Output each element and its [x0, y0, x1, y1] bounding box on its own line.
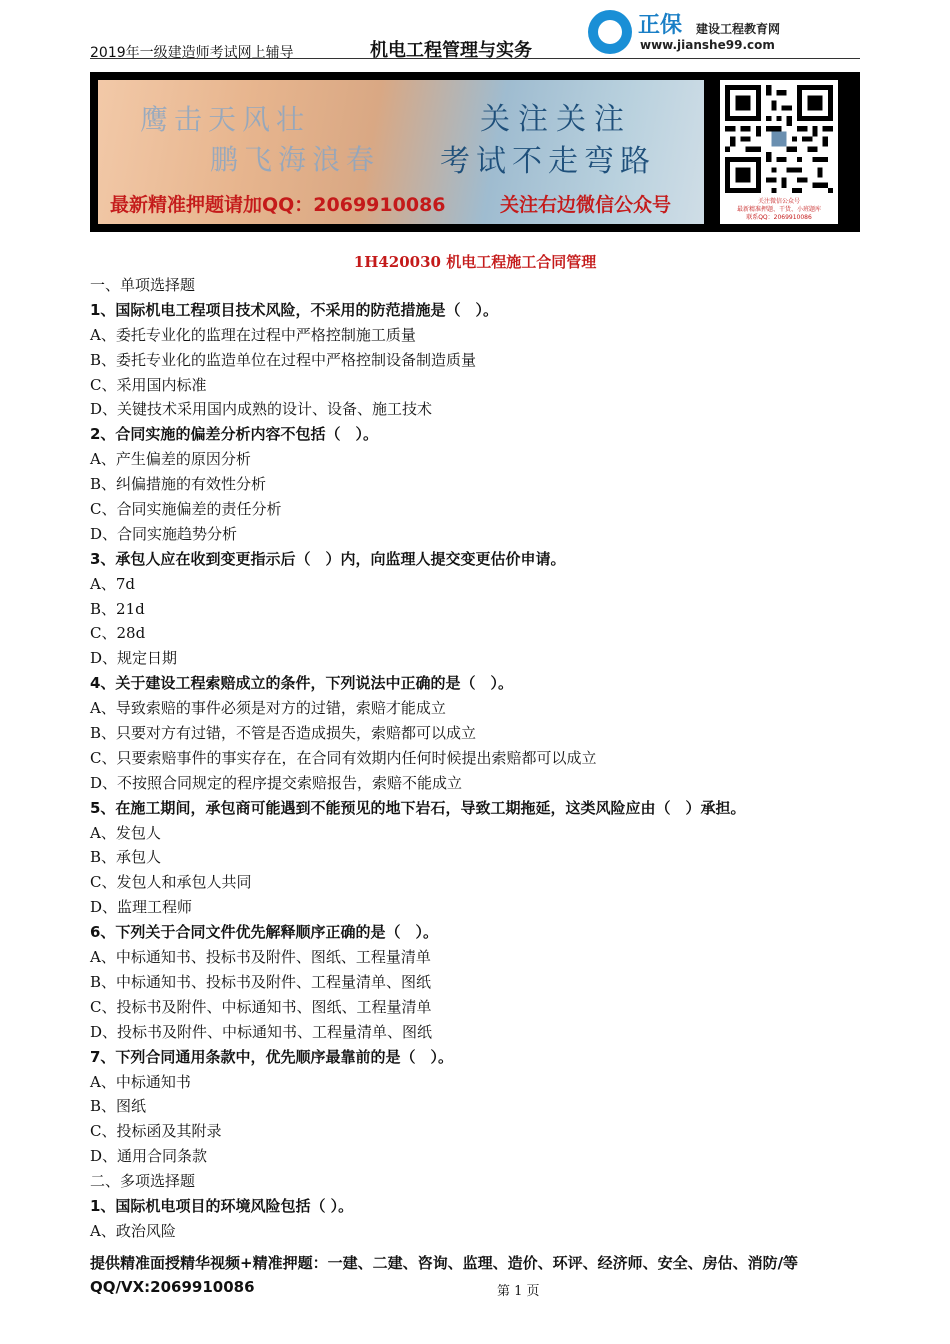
question-text: 1、国际机电项目的环境风险包括（ ）。	[90, 1196, 354, 1215]
answer-option: A、委托专业化的监理在过程中严格控制施工质量	[90, 325, 416, 344]
logo-url: www.jianshe99.com	[640, 38, 775, 52]
section-heading: 二、多项选择题	[90, 1172, 196, 1191]
footer-ad: 提供精准面授精华视频+精准押题：一建、二建、咨询、监理、造价、环评、经济师、安全、房估、消防/等	[90, 1254, 799, 1272]
answer-option: B、纠偏措施的有效性分析	[90, 475, 267, 494]
answer-option: A、产生偏差的原因分析	[90, 450, 251, 469]
header-exam-title: 2019年一级建造师考试网上辅导	[90, 45, 294, 61]
question-text: 1、国际机电工程项目技术风险，不采用的防范措施是（ ）。	[90, 300, 498, 319]
answer-option: C、投标书及附件、中标通知书、图纸、工程量清单	[90, 997, 432, 1016]
banner-poem-line1: 鹰击天风壮	[140, 103, 311, 136]
answer-option: A、政治风险	[90, 1221, 176, 1240]
question-text: 2、合同实施的偏差分析内容不包括（ ）。	[90, 425, 378, 444]
answer-option: A、发包人	[90, 823, 161, 842]
answer-option: C、只要索赔事件的事实存在，在合同有效期内任何时候提出索赔都可以成立	[90, 748, 597, 767]
answer-option: C、投标函及其附录	[90, 1122, 222, 1141]
qr-caption-3: 联系QQ：2069910086	[746, 214, 812, 221]
site-logo	[588, 8, 868, 56]
section-title: 1H420030 机电工程施工合同管理	[353, 253, 597, 271]
answer-option: C、发包人和承包人共同	[90, 873, 252, 892]
answer-option: C、采用国内标准	[90, 375, 207, 394]
footer-qq: QQ/VX:2069910086	[90, 1278, 255, 1296]
banner-poem-line2: 鹏飞海浪春	[210, 143, 381, 176]
banner-slogan1: 关注关注	[480, 102, 632, 137]
answer-option: A、7d	[90, 574, 135, 593]
question-text: 5、在施工期间，承包商可能遇到不能预见的地下岩石，导致工期拖延，这类风险应由（ ）承担。	[90, 798, 746, 817]
answer-option: B、中标通知书、投标书及附件、工程量清单、图纸	[90, 972, 432, 991]
header-divider	[90, 58, 860, 59]
answer-option: B、承包人	[90, 848, 162, 867]
answer-option: C、28d	[90, 624, 146, 643]
answer-option: D、监理工程师	[90, 898, 193, 917]
qr-caption-1: 关注微信公众号	[757, 198, 800, 205]
header-subject-title: 机电工程管理与实务	[370, 40, 532, 61]
qr-code-box	[720, 80, 838, 224]
answer-option: A、中标通知书	[90, 1072, 191, 1091]
logo-brand: 正保	[638, 13, 683, 38]
answer-option: D、规定日期	[90, 649, 178, 668]
question-text: 6、下列关于合同文件优先解释顺序正确的是（ ）。	[90, 923, 438, 942]
answer-option: B、只要对方有过错，不管是否造成损失，索赔都可以成立	[90, 724, 477, 743]
question-text: 4、关于建设工程索赔成立的条件，下列说法中正确的是（ ）。	[90, 674, 513, 693]
page-number: 第 1 页	[497, 1284, 540, 1299]
answer-option: B、委托专业化的监造单位在过程中严格控制设备制造质量	[90, 350, 477, 369]
logo-subtitle: 建设工程教育网	[696, 22, 781, 36]
page-header	[90, 8, 860, 61]
answer-option: A、中标通知书、投标书及附件、图纸、工程量清单	[90, 948, 431, 967]
answer-option: D、合同实施趋势分析	[90, 524, 238, 543]
banner-image	[98, 80, 704, 224]
question-list	[90, 273, 870, 1244]
banner-slogan2: 考试不走弯路	[440, 144, 656, 179]
answer-option: D、通用合同条款	[90, 1147, 208, 1166]
answer-option: C、合同实施偏差的责任分析	[90, 500, 282, 519]
answer-option: D、投标书及附件、中标通知书、工程量清单、图纸	[90, 1022, 433, 1041]
answer-option: A、导致索赔的事件必须是对方的过错，索赔才能成立	[90, 699, 446, 718]
answer-option: B、21d	[90, 599, 145, 618]
banner-ad-left: 最新精准押题请加QQ：2069910086	[110, 194, 446, 216]
promo-banner	[90, 72, 860, 232]
qr-code-icon	[725, 85, 833, 193]
answer-option: D、不按照合同规定的程序提交索赔报告，索赔不能成立	[90, 773, 463, 792]
answer-option: D、关键技术采用国内成熟的设计、设备、施工技术	[90, 400, 433, 419]
section-heading: 一、单项选择题	[90, 276, 196, 294]
answer-option: B、图纸	[90, 1097, 147, 1116]
question-text: 7、下列合同通用条款中，优先顺序最靠前的是（ ）。	[90, 1047, 453, 1066]
logo-mark-icon	[588, 10, 632, 54]
banner-ad-right: 关注右边微信公众号	[500, 194, 672, 216]
question-text: 3、承包人应在收到变更指示后（ ）内，向监理人提交变更估价申请。	[90, 549, 566, 568]
qr-caption-2: 最新精准押题、干货、小班题库	[736, 206, 821, 213]
